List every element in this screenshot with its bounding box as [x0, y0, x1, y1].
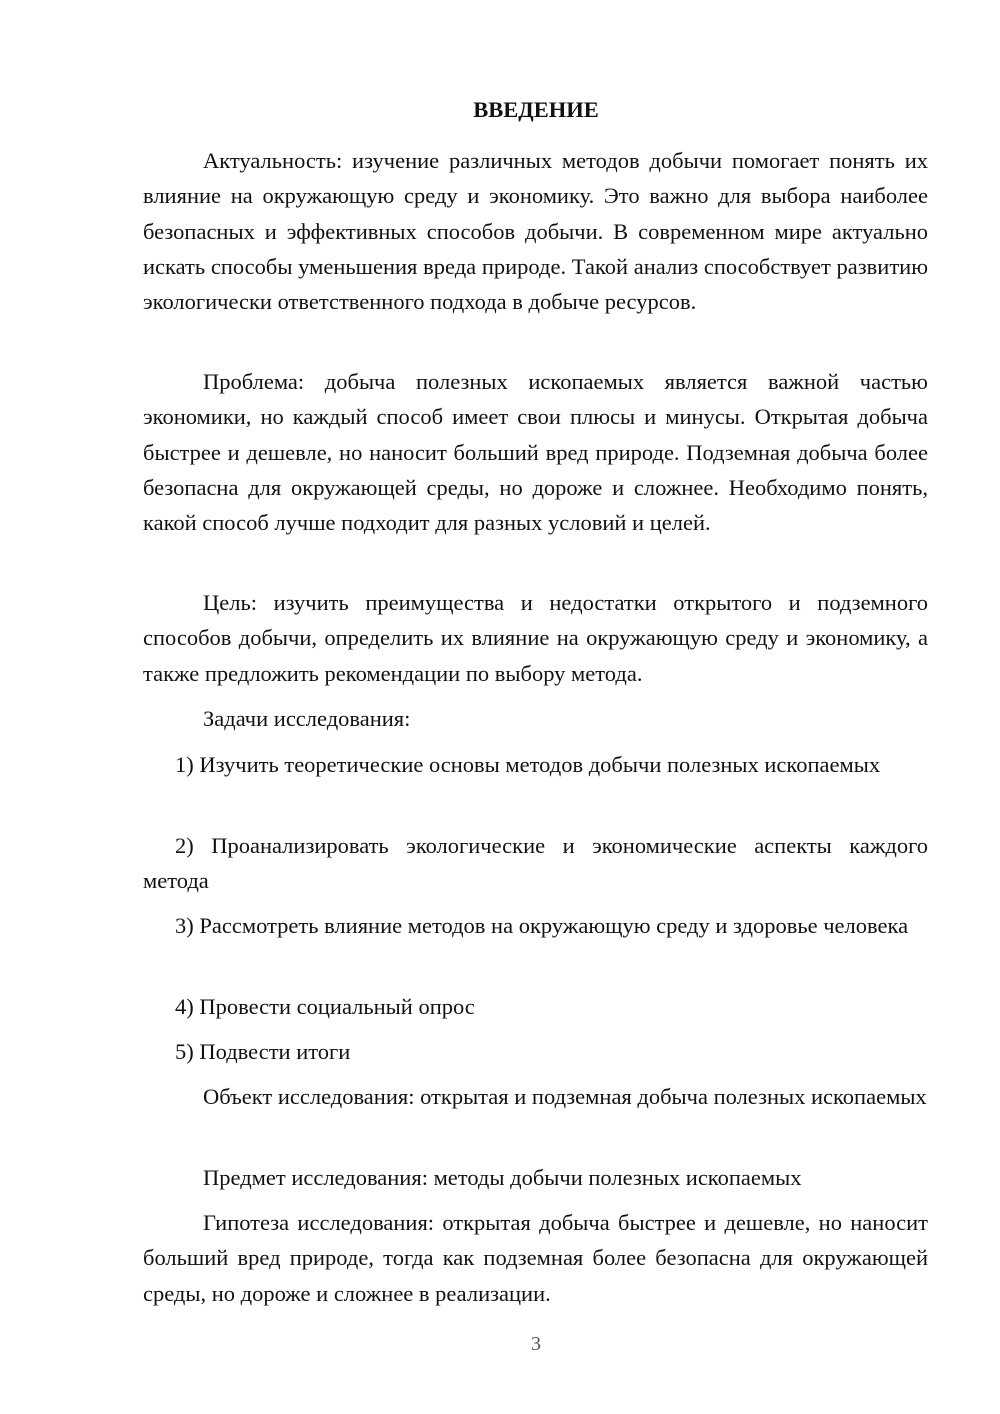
task-item-2: 2) Проанализировать экологические и экономические аспекты каждого метода: [143, 833, 928, 894]
object-paragraph: Объект исследования: открытая и подземная добыча полезных ископаемых: [203, 1084, 927, 1109]
tasks-heading: Задачи исследования:: [203, 706, 411, 731]
task-item-3: 3) Рассмотреть влияние методов на окружающую среду и здоровье человека: [175, 913, 909, 938]
hypothesis-paragraph: Гипотеза исследования: открытая добыча быстрее и дешевле, но наносит больший вред природе, тогда как подземная более безопасна для окружающей среды, но дороже и сложнее в реализации.: [143, 1210, 928, 1306]
section-title: ВВЕДЕНИЕ: [473, 97, 599, 122]
task-item-4: 4) Провести социальный опрос: [175, 994, 475, 1019]
relevance-paragraph: Актуальность: изучение различных методов добычи помогает понять их влияние на окружающую среду и экономику. Это важно для выбора наиболее безопасных и эффективных способов добычи. В современном мире актуально искать способы уменьшения вреда природе. Такой анализ способствует развитию экологически ответственного подхода в добыче ресурсов.: [143, 148, 928, 315]
subject-paragraph: Предмет исследования: методы добычи полезных ископаемых: [203, 1165, 802, 1190]
goal-paragraph: Цель: изучить преимущества и недостатки открытого и подземного способов добычи, определить их влияние на окружающую среду и экономику, а также предложить рекомендации по выбору метода.: [143, 590, 928, 686]
page-number: 3: [531, 1333, 541, 1355]
task-item-1: 1) Изучить теоретические основы методов добычи полезных ископаемых: [175, 752, 881, 777]
problem-paragraph: Проблема: добыча полезных ископаемых является важной частью экономики, но каждый способ имеет свои плюсы и минусы. Открытая добыча быстрее и дешевле, но наносит больший вред природе. Подземная добыча более безопасна для окружающей среды, но дороже и сложнее. Необходимо понять, какой способ лучше подходит для разных условий и целей.: [143, 369, 928, 536]
task-item-5: 5) Подвести итоги: [175, 1039, 351, 1064]
